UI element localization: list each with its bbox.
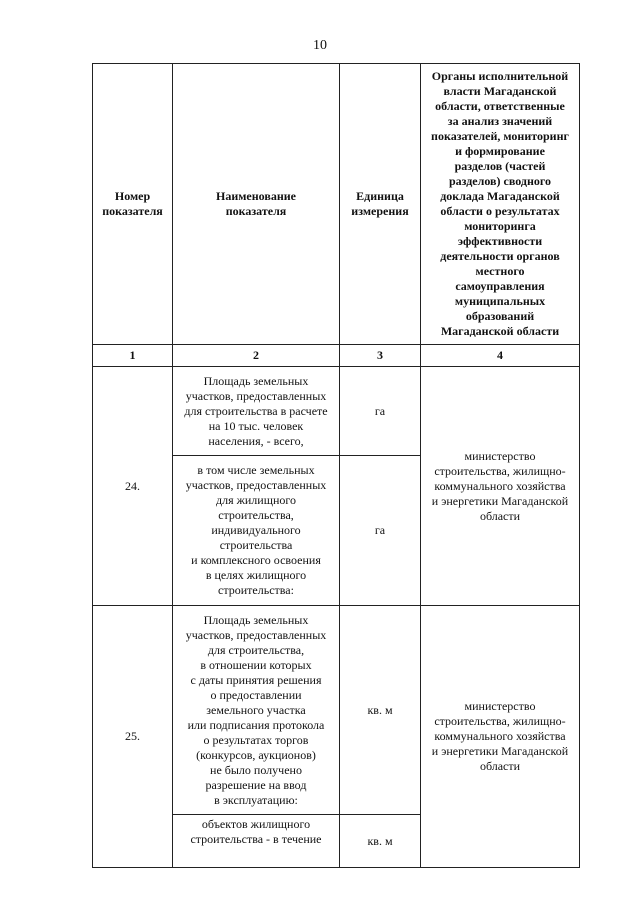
responsible-organ: министерство строительства, жилищно- коммунального хозяйства и энергетики Магаданской области xyxy=(421,606,580,868)
header-indicator-name: Наименование показателя xyxy=(173,64,340,345)
indicator-name: Площадь земельных участков, предоставленных для строительства в расчете на 10 тыс. человек населения, - всего, xyxy=(173,367,340,456)
page-number: 10 xyxy=(313,38,327,53)
indicator-unit: кв. м xyxy=(340,815,421,868)
indicator-unit: кв. м xyxy=(340,606,421,815)
header-indicator-number: Номер показателя xyxy=(93,64,173,345)
table-row xyxy=(93,606,580,815)
column-number: 2 xyxy=(173,345,340,367)
indicator-unit: га xyxy=(340,456,421,606)
column-number: 4 xyxy=(421,345,580,367)
indicator-name: в том числе земельных участков, предоставленных для жилищного строительства, индивидуального строительства и комплексного освоения в целях жилищного строительства: xyxy=(173,456,340,606)
indicator-name: объектов жилищного строительства - в течение xyxy=(173,815,340,868)
column-number: 1 xyxy=(93,345,173,367)
indicators-table xyxy=(92,63,580,868)
indicator-unit: га xyxy=(340,367,421,456)
indicator-number: 24. xyxy=(93,367,173,606)
header-unit: Единица измерения xyxy=(340,64,421,345)
table-header-row xyxy=(93,64,580,345)
responsible-organ: министерство строительства, жилищно- коммунального хозяйства и энергетики Магаданской области xyxy=(421,367,580,606)
column-number: 3 xyxy=(340,345,421,367)
column-numbers-row xyxy=(93,345,580,367)
indicator-name: Площадь земельных участков, предоставленных для строительства, в отношении которых с даты принятия решения о предоставлении земельного участка или подписания протокола о результатах торгов (конкурсов, аукционов) не было получено разрешение на ввод в эксплуатацию: xyxy=(173,606,340,815)
indicator-number: 25. xyxy=(93,606,173,868)
table-row xyxy=(93,367,580,456)
header-responsible-organs: Органы исполнительной власти Магаданской области, ответственные за анализ значений показателей, мониторинг и формирование разделов (частей разделов) сводного доклада Магаданской области о результатах мониторинга эффективности деятельности органов местного самоуправления муниципальных образований Магаданской области xyxy=(421,64,580,345)
